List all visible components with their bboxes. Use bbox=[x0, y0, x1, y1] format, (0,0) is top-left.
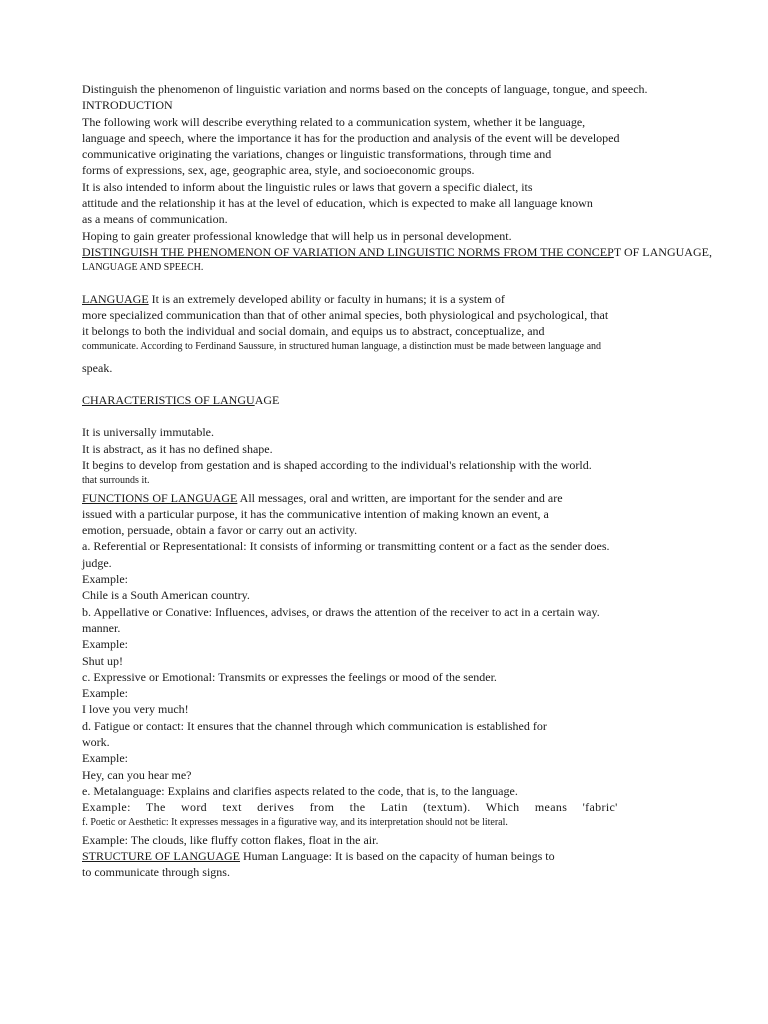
function-d bbox=[82, 718, 768, 783]
distinguish-heading-rest: T OF LANGUAGE, bbox=[613, 244, 712, 259]
text-line: attitude and the relationship it has at the level of education, which is expected to make all language known bbox=[82, 196, 593, 211]
functions-paragraph bbox=[82, 490, 768, 539]
text-line: The following work will describe everything related to a communication system, whether it be language, bbox=[82, 114, 586, 129]
text-line: manner. bbox=[82, 620, 121, 635]
text-line: work. bbox=[82, 734, 110, 749]
text-line: Hey, can you hear me? bbox=[82, 767, 192, 782]
text-line: Example: bbox=[82, 637, 128, 652]
list-item: It is universally immutable. bbox=[82, 425, 214, 440]
distinguish-heading bbox=[82, 244, 768, 260]
text-line: All messages, oral and written, are important for the sender and are bbox=[237, 490, 563, 505]
text-line: I love you very much! bbox=[82, 702, 189, 717]
text-line: language and speech, where the importance it has for the production and analysis of the event will be developed bbox=[82, 130, 620, 145]
text-line: Chile is a South American country. bbox=[82, 588, 250, 603]
text-line: communicative originating the variations, changes or linguistic transformations, through time and bbox=[82, 147, 552, 162]
characteristics-heading-underlined: CHARACTERISTICS OF LANGU bbox=[82, 393, 255, 408]
introduction-heading: INTRODUCTION bbox=[82, 98, 173, 113]
function-c bbox=[82, 669, 768, 718]
distinguish-heading-underlined: DISTINGUISH THE PHENOMENON OF VARIATION AND LINGUISTIC NORMS FROM THE CONCEP bbox=[82, 244, 614, 259]
function-b bbox=[82, 604, 768, 669]
text-line: It is an extremely developed ability or faculty in humans; it is a system of bbox=[148, 291, 505, 306]
text-line: as a means of communication. bbox=[82, 212, 228, 227]
function-a bbox=[82, 538, 768, 603]
language-term: LANGUAGE bbox=[82, 291, 149, 306]
function-f bbox=[82, 815, 768, 848]
document-body bbox=[82, 81, 768, 881]
text-line: c. Expressive or Emotional: Transmits or expresses the feelings or mood of the sender. bbox=[82, 669, 497, 684]
distinguish-subheading: LANGUAGE AND SPEECH. bbox=[82, 262, 204, 274]
text-line: a. Referential or Representational: It consists of informing or transmitting content or a fact as the sender does. bbox=[82, 539, 610, 554]
text-line: more specialized communication than that of other animal species, both physiological and psychological, that bbox=[82, 307, 609, 322]
text-line: forms of expressions, sex, age, geographic area, style, and socioeconomic groups. bbox=[82, 163, 475, 178]
document-title: Distinguish the phenomenon of linguistic variation and norms based on the concepts of language, tongue, and speech. bbox=[82, 82, 648, 96]
text-line: It is also intended to inform about the linguistic rules or laws that govern a specific dialect, its bbox=[82, 179, 533, 194]
introduction-paragraph bbox=[82, 114, 768, 244]
function-e bbox=[82, 783, 768, 816]
text-line: issued with a particular purpose, it has the communicative intention of making known an event, a bbox=[82, 506, 549, 521]
text-line: f. Poetic or Aesthetic: It expresses messages in a figurative way, and its interpretation should not be literal. bbox=[82, 817, 508, 829]
list-item: that surrounds it. bbox=[82, 475, 150, 487]
characteristics-heading-rest: AGE bbox=[254, 393, 280, 408]
text-line: d. Fatigue or contact: It ensures that the channel through which communication is established for bbox=[82, 718, 547, 733]
text-line: it belongs to both the individual and social domain, and equips us to abstract, conceptualize, and bbox=[82, 324, 545, 339]
text-line: b. Appellative or Conative: Influences, advises, or draws the attention of the receiver to act in a certain way. bbox=[82, 604, 600, 619]
text-line: Human Language: It is based on the capacity of human beings to bbox=[240, 849, 555, 864]
structure-paragraph bbox=[82, 848, 768, 881]
characteristics-list bbox=[82, 424, 768, 489]
text-line: Example: bbox=[82, 572, 128, 587]
text-line: Hoping to gain greater professional knowledge that will help us in personal development. bbox=[82, 228, 512, 243]
text-line: Example: The word text derives from the Latin (textum). Which means 'fabric' bbox=[82, 800, 618, 815]
text-line: emotion, persuade, obtain a favor or carry out an activity. bbox=[82, 523, 358, 538]
text-line: to communicate through signs. bbox=[82, 865, 230, 880]
functions-term: FUNCTIONS OF LANGUAGE bbox=[82, 490, 238, 505]
text-line: communicate. According to Ferdinand Saussure, in structured human language, a distinction must be made between language and bbox=[82, 341, 602, 353]
language-paragraph bbox=[82, 291, 768, 376]
list-item: It is abstract, as it has no defined shape. bbox=[82, 441, 273, 456]
text-line: Example: bbox=[82, 751, 128, 766]
text-line: judge. bbox=[82, 555, 112, 570]
text-line: e. Metalanguage: Explains and clarifies aspects related to the code, that is, to the language. bbox=[82, 783, 518, 798]
text-line: Example: bbox=[82, 686, 128, 701]
list-item: It begins to develop from gestation and is shaped according to the individual's relationship with the world. bbox=[82, 457, 592, 472]
characteristics-heading bbox=[82, 392, 768, 408]
text-line: Shut up! bbox=[82, 653, 124, 668]
structure-term: STRUCTURE OF LANGUAGE bbox=[82, 849, 241, 864]
text-line: speak. bbox=[82, 360, 113, 375]
text-line: Example: The clouds, like fluffy cotton flakes, float in the air. bbox=[82, 832, 379, 847]
